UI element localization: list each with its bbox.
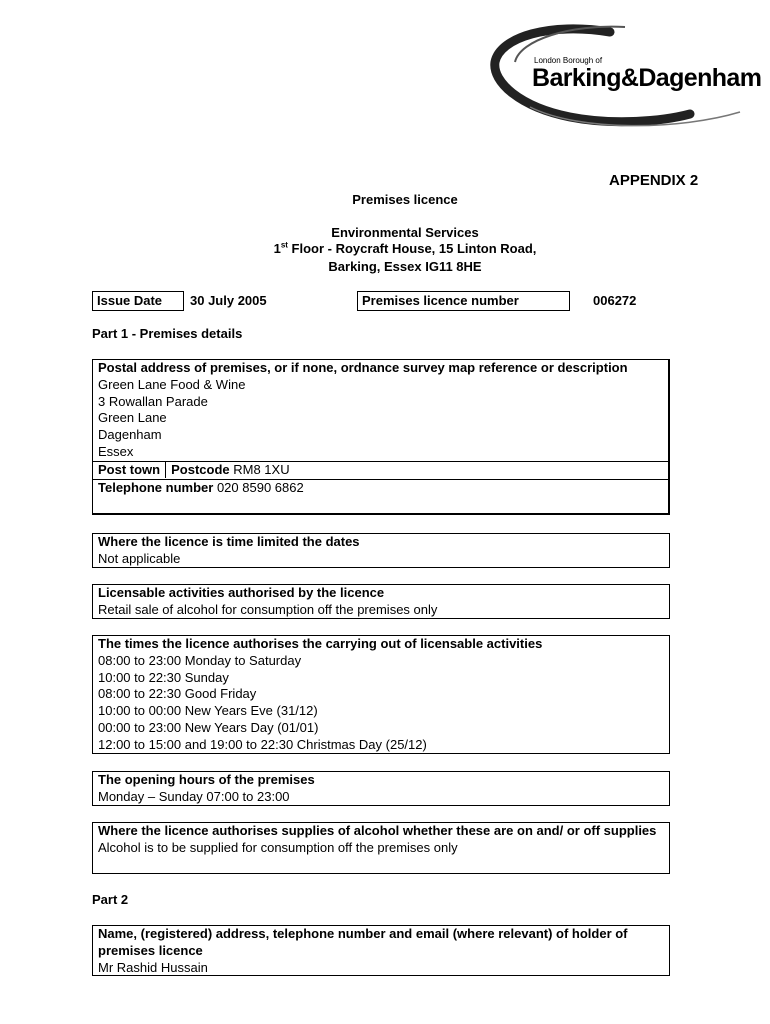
postcode-value: RM8 1XU	[233, 461, 290, 477]
times-line: 10:00 to 22:30 Sunday	[98, 669, 229, 685]
time-limited-value: Not applicable	[98, 550, 181, 566]
postal-address-heading: Postal address of premises, or if none, ordnance survey map reference or description	[98, 360, 628, 375]
postcode-label: Postcode	[171, 461, 230, 477]
holder-heading: Name, (registered) address, telephone number and email (where relevant) of holder of premises licence	[98, 926, 628, 958]
logo-big-text: Barking&Dagenham	[532, 64, 762, 92]
address-line: Dagenham	[98, 427, 162, 443]
licence-number-label: Premises licence number	[357, 291, 570, 311]
times-line: 08:00 to 22:30 Good Friday	[98, 686, 257, 702]
issue-date-label: Issue Date	[92, 291, 184, 311]
licence-number-value: 006272	[593, 293, 637, 308]
times-heading: The times the licence authorises the carrying out of licensable activities	[98, 636, 543, 651]
time-limited-section	[92, 533, 670, 568]
holder-section	[92, 925, 670, 976]
appendix-label: APPENDIX 2	[609, 172, 699, 189]
address-line: Green Lane	[98, 410, 167, 426]
address-line: Essex	[98, 443, 134, 459]
address-line: 3 Rowallan Parade	[98, 393, 208, 409]
opening-hours-section	[92, 771, 670, 806]
time-limited-heading: Where the licence is time limited the dates	[98, 534, 360, 549]
department-name: Environmental Services	[331, 225, 479, 240]
address-line-2: Barking, Essex IG11 8HE	[328, 259, 482, 274]
supplies-value: Alcohol is to be supplied for consumption off the premises only	[98, 839, 458, 855]
council-logo	[490, 22, 765, 132]
activities-value: Retail sale of alcohol for consumption off the premises only	[98, 601, 438, 617]
activities-heading: Licensable activities authorised by the licence	[98, 585, 385, 600]
part1-heading: Part 1 - Premises details	[92, 326, 243, 341]
times-line: 12:00 to 15:00 and 19:00 to 22:30 Christmas Day (25/12)	[98, 736, 427, 752]
supplies-section	[92, 822, 670, 874]
address-line-1: 1st Floor - Roycraft House, 15 Linton Road,	[273, 240, 537, 256]
holder-value: Mr Rashid Hussain	[98, 959, 208, 975]
address-line: Green Lane Food & Wine	[98, 376, 246, 392]
activities-section	[92, 584, 670, 619]
logo-small-text: London Borough of	[534, 56, 603, 65]
telephone-row	[93, 479, 668, 497]
opening-hours-heading: The opening hours of the premises	[98, 772, 315, 787]
times-line: 00:00 to 23:00 New Years Day (01/01)	[98, 719, 319, 735]
times-line: 08:00 to 23:00 Monday to Saturday	[98, 652, 302, 668]
telephone-value: 020 8590 6862	[216, 479, 304, 495]
times-line: 10:00 to 00:00 New Years Eve (31/12)	[98, 703, 318, 719]
telephone-label: Telephone number	[98, 479, 214, 495]
times-section	[92, 635, 670, 754]
issue-date-value: 30 July 2005	[190, 293, 267, 308]
opening-hours-value: Monday – Sunday 07:00 to 23:00	[98, 788, 290, 804]
post-town-label: Post town	[98, 461, 161, 477]
postal-address-section	[92, 359, 670, 515]
page-title: Premises licence	[352, 192, 458, 207]
part2-heading: Part 2	[92, 892, 129, 907]
supplies-heading: Where the licence authorises supplies of alcohol whether these are on and/ or off supplies	[98, 823, 657, 838]
post-town-row	[93, 461, 668, 479]
